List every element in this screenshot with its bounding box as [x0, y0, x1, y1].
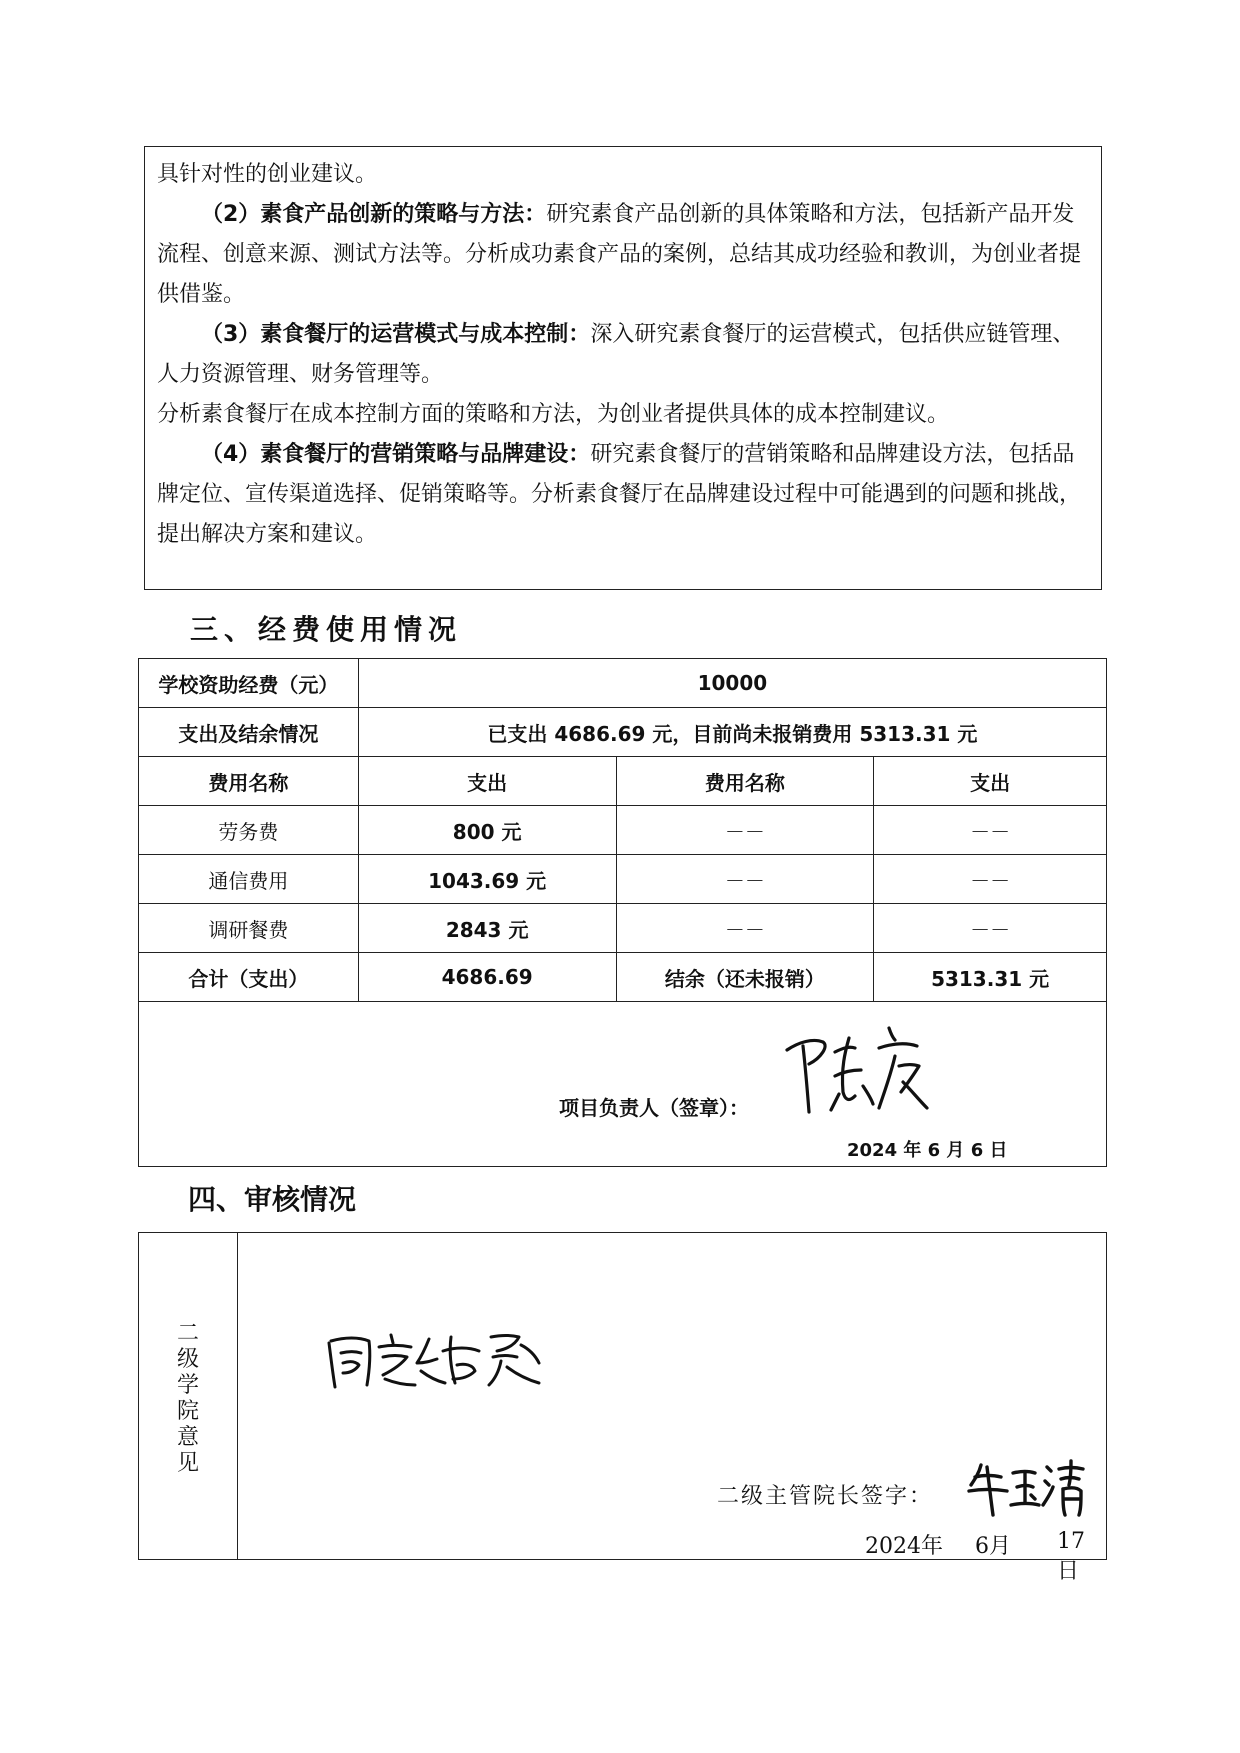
col-header-name-2: 费用名称 [616, 757, 874, 806]
balance-value: 已支出 4686.69 元，目前尚未报销费用 5313.31 元 [358, 708, 1106, 757]
col-header-spend-2: 支出 [874, 757, 1107, 806]
expense-name: 劳务费 [139, 806, 359, 855]
paragraph-3-text: 深入研究素食餐厅的运营模式，包括供应链管理、人力资源管理、财务管理等。 [157, 322, 1075, 387]
paragraph-2-heading: （2）素食产品创新的策略与方法： [201, 202, 547, 227]
signature-date: 2024 年 6 月 6 日 [847, 1140, 1008, 1161]
expense-name-2: －－ [616, 904, 874, 953]
dean-sign-label: 二级主管院长签字： [717, 1484, 934, 1509]
signer-label: 项目负责人（签章）： [559, 1096, 749, 1120]
review-date-day: 17日 [1057, 1529, 1085, 1584]
paragraph-4 [157, 435, 1089, 555]
paragraph-3-continued: 分析素食餐厅在成本控制方面的策略和方法，为创业者提供具体的成本控制建议。 [157, 402, 950, 427]
table-row [139, 855, 1107, 904]
table-row [139, 708, 1107, 757]
section-3-heading: 三、经费使用情况 [190, 613, 463, 646]
expense-name-2: －－ [616, 806, 874, 855]
expense-name-2: －－ [616, 855, 874, 904]
expense-name: 调研餐费 [139, 904, 359, 953]
remain-value: 5313.31 元 [874, 953, 1107, 1002]
opinion-handwriting-image [325, 1323, 545, 1393]
col-header-spend-1: 支出 [358, 757, 616, 806]
expense-amount-2: －－ [874, 855, 1107, 904]
review-box [138, 1232, 1107, 1584]
research-content-box [144, 146, 1102, 590]
paragraph-2-text: 研究素食产品创新的具体策略和方法，包括新产品开发流程、创意来源、测试方法等。分析成功素食产品的案例，总结其成功经验和教训，为创业者提供借鉴。 [157, 202, 1082, 307]
paragraph-3 [157, 315, 1089, 395]
expense-amount-2: －－ [874, 806, 1107, 855]
expense-amount: 2843 元 [358, 904, 616, 953]
table-total-row [139, 953, 1107, 1002]
expense-amount-2: －－ [874, 904, 1107, 953]
expense-name: 通信费用 [139, 855, 359, 904]
total-value: 4686.69 [358, 953, 616, 1002]
review-label-column [139, 1233, 238, 1559]
paragraph-1: 具针对性的创业建议。 [157, 162, 378, 187]
funding-value: 10000 [358, 659, 1106, 708]
funding-label: 学校资助经费（元） [139, 659, 359, 708]
expense-amount: 800 元 [358, 806, 616, 855]
paragraph-4-text: 研究素食餐厅的营销策略和品牌建设方法，包括品牌定位、宣传渠道选择、促销策略等。分析素食餐厅在品牌建设过程中可能遇到的问题和挑战，提出解决方案和建议。 [157, 442, 1082, 547]
paragraph-4-heading: （4）素食餐厅的营销策略与品牌建设： [201, 442, 591, 467]
signature-cell [139, 1002, 1107, 1167]
dean-signature-image [967, 1455, 1087, 1519]
signature-row [139, 1002, 1107, 1167]
review-date-year: 2024年 [865, 1534, 943, 1559]
table-row [139, 806, 1107, 855]
table-row [139, 904, 1107, 953]
section-4-heading: 四、审核情况 [188, 1183, 357, 1216]
table-header-row [139, 757, 1107, 806]
col-header-name-1: 费用名称 [139, 757, 359, 806]
paragraph-3-heading: （3）素食餐厅的运营模式与成本控制： [201, 322, 591, 347]
project-lead-signature-image [779, 1012, 939, 1122]
remain-label: 结余（还未报销） [616, 953, 874, 1002]
expense-table [138, 658, 1107, 1167]
balance-label: 支出及结余情况 [139, 708, 359, 757]
review-date-month: 6月 [975, 1534, 1011, 1559]
paragraph-2 [157, 195, 1089, 315]
expense-amount: 1043.69 元 [358, 855, 616, 904]
table-row [139, 659, 1107, 708]
total-label: 合计（支出） [139, 953, 359, 1002]
review-vertical-label: 二级学院意见 [176, 1321, 199, 1476]
